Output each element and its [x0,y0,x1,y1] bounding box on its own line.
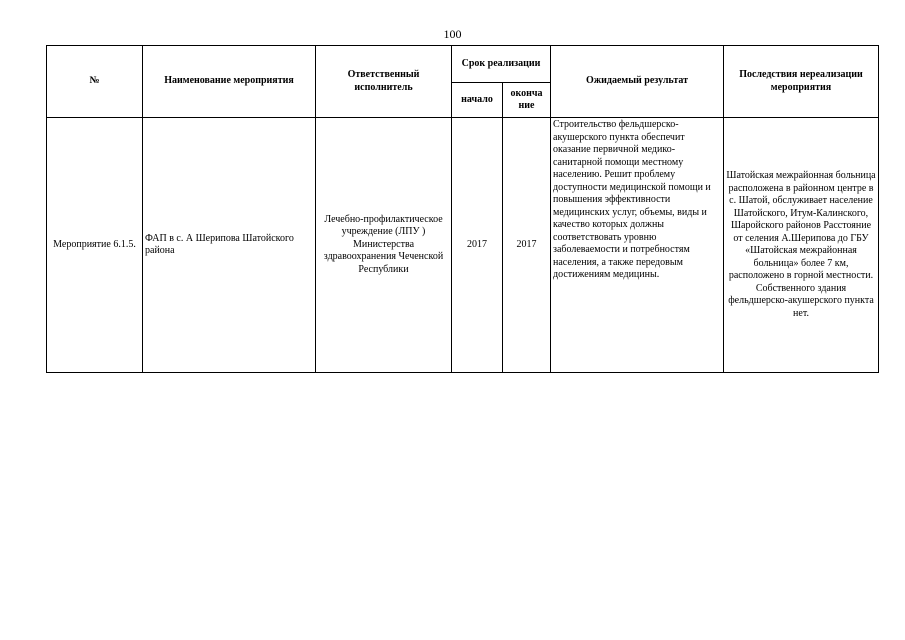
header-start: начало [452,83,503,118]
cell-consequences: Шатойская межрайонная больница расположена в районном центре в с. Шатой, обслуживает население Шатойского, Итум-Калинского, Шаройского районов Расстояние от селения А.Шерипова до ГБУ «Шатойская межрайонная больница» более 7 км, расположено в горной местности. Собственного здания фельдшерско-акушерского пункта нет. [724,118,879,373]
activities-table [46,45,879,373]
table-row [47,118,879,373]
header-result: Ожидаемый результат [551,46,724,118]
page-number: 100 [443,27,462,41]
cell-name: ФАП в с. А Шерипова Шатойского района [143,118,316,373]
header-end: оконча ние [503,83,551,118]
cell-start: 2017 [452,118,503,373]
header-row-1 [47,46,879,83]
cell-executor: Лечебно-профилактическое учреждение (ЛПУ ) Министерства здравоохранения Чеченской Республики [316,118,452,373]
header-period: Срок реализации [452,46,551,83]
cell-num: Мероприятие 6.1.5. [47,118,143,373]
header-name: Наименование мероприятия [143,46,316,118]
cell-result: Строительство фельдшерско-акушерского пункта обеспечит оказание первичной медико-санитарной помощи местному населению. Решит проблему доступности медицинской помощи и повышения эффективности медицинских услуг, объемы, виды и качество которых должны соответствовать уровню заболеваемости и потребностям населения, а также передовым достижениям медицины. [551,118,724,373]
cell-end: 2017 [503,118,551,373]
header-num: № [47,46,143,118]
header-consequences: Последствия нереализации мероприятия [724,46,879,118]
header-executor: Ответственный исполнитель [316,46,452,118]
